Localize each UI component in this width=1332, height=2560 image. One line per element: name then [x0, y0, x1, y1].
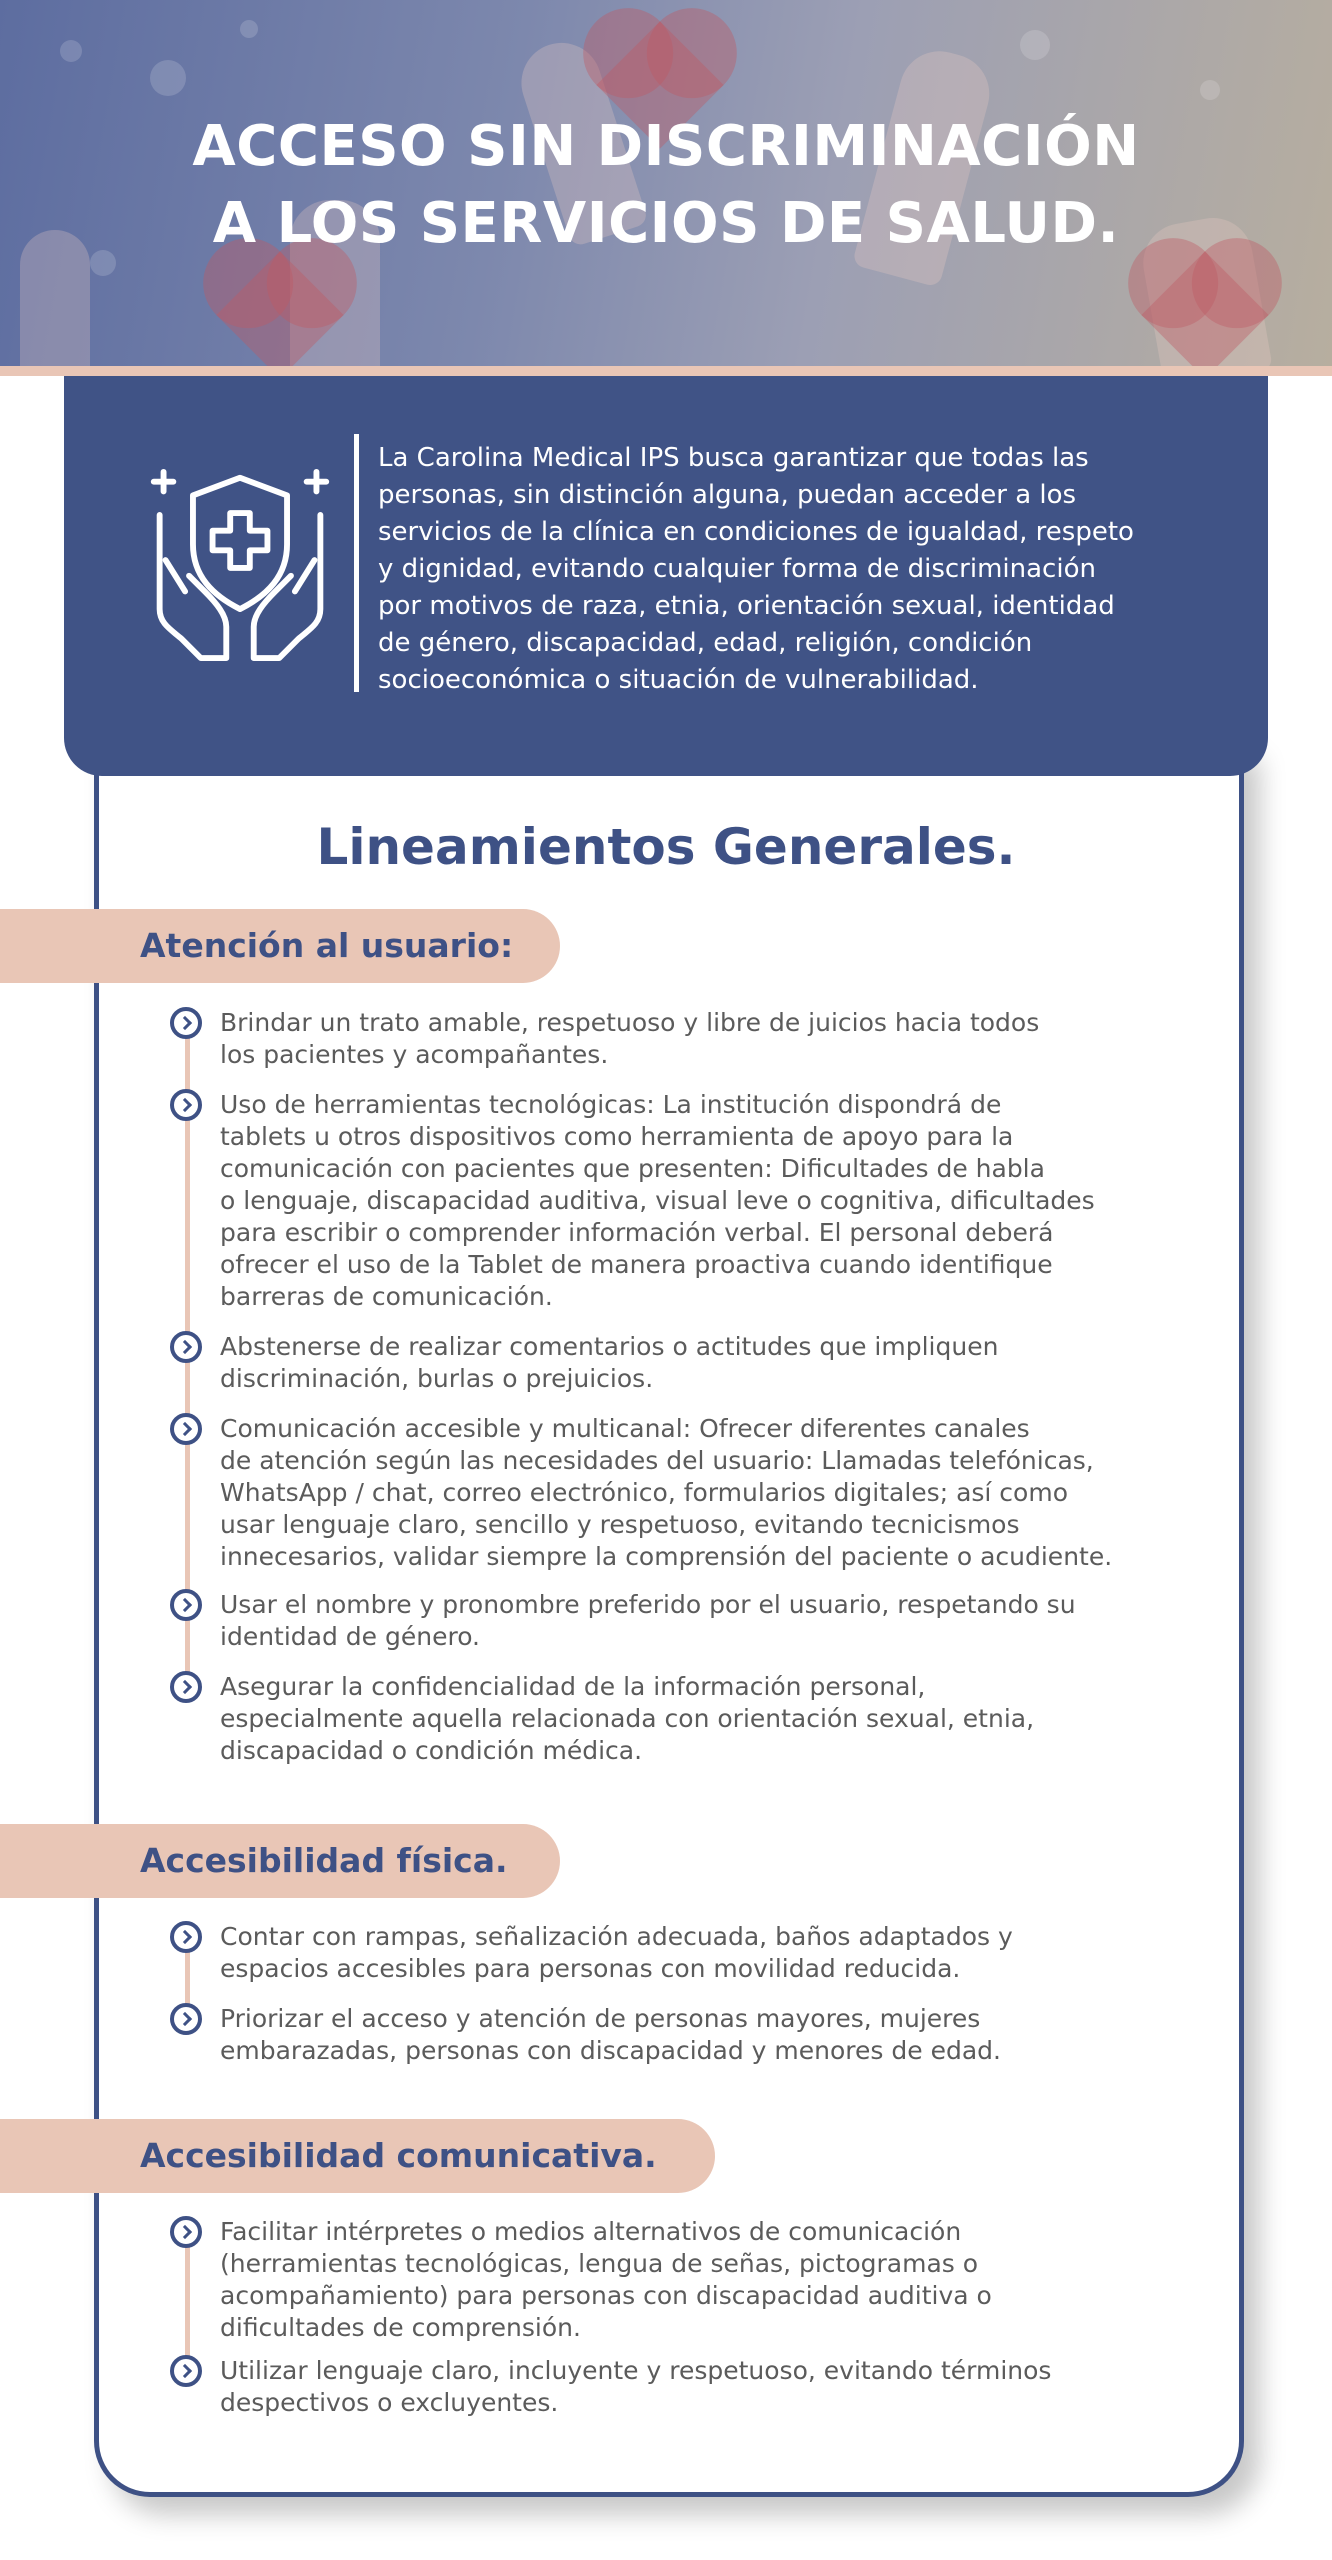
chevron-right-icon	[170, 1921, 202, 1953]
list-item: Usar el nombre y pronombre preferido por el usuario, respetando su identidad de género.	[220, 1590, 1076, 1651]
chevron-right-icon	[170, 1671, 202, 1703]
list-item: Asegurar la confidencialidad de la información personal, especialmente aquella relacionada con orientación sexual, etnia, discapacidad o condición médica.	[220, 1672, 1035, 1765]
chevron-right-icon	[170, 2003, 202, 2035]
section-label: Accesibilidad comunicativa.	[140, 2136, 657, 2175]
list-item: Comunicación accesible y multicanal: Ofrecer diferentes canales de atención según las necesidades del usuario: Llamadas telefónicas, WhatsApp / chat, correo electrónico, formularios digitales; así como usar lenguaje claro, sencillo y respetuoso, evitando tecnicismos innecesarios, validar siempre la comprensión del paciente o acudiente.	[220, 1414, 1113, 1571]
chevron-right-icon	[170, 1089, 202, 1121]
intro-text: La Carolina Medical IPS busca garantizar que todas las personas, sin distinción alguna, puedan acceder a los servicios de la clínica en condiciones de igualdad, respeto y dignidad, evitando cualquier forma de discriminación por motivos de raza, etnia, orientación sexual, identidad de género, discapacidad, edad, religión, condición socioeconómica o situación de vulnerabilidad.	[378, 443, 1134, 695]
section-header-atencion-usuario	[0, 909, 560, 983]
section-header-accesibilidad-comunicativa	[0, 2119, 715, 2193]
section-label: Accesibilidad física.	[140, 1841, 508, 1880]
list-item: Priorizar el acceso y atención de personas mayores, mujeres embarazadas, personas con discapacidad y menores de edad.	[220, 2004, 1001, 2065]
page-title: ACCESO SIN DISCRIMINACIÓN A LOS SERVICIOS DE SALUD.	[192, 114, 1140, 256]
chevron-right-icon	[170, 1331, 202, 1363]
section-header-accesibilidad-fisica	[0, 1824, 560, 1898]
list-item: Brindar un trato amable, respetuoso y libre de juicios hacia todos los pacientes y acompañantes.	[220, 1008, 1040, 1069]
chevron-right-icon	[170, 2216, 202, 2248]
chevron-right-icon	[170, 2355, 202, 2387]
list-item: Contar con rampas, señalización adecuada, baños adaptados y espacios accesibles para personas con movilidad reducida.	[220, 1922, 1013, 1983]
list-item: Abstenerse de realizar comentarios o actitudes que impliquen discriminación, burlas o prejuicios.	[220, 1332, 999, 1393]
timeline-line	[185, 2230, 190, 2375]
hero-banner	[0, 0, 1332, 366]
intro-divider	[354, 434, 359, 692]
list-item: Uso de herramientas tecnológicas: La institución dispondrá de tablets u otros dispositivos como herramienta de apoyo para la comunicación con pacientes que presenten: Dificultades de habla o lenguaje, discapacidad auditiva, visual leve o cognitiva, dificultades para escribir o comprender información verbal. El personal deberá ofrecer el uso de la Tablet de manera proactiva cuando identifique barreras de comunicación.	[220, 1090, 1095, 1311]
list-item: Facilitar intérpretes o medios alternativos de comunicación (herramientas tecnológicas, lengua de señas, pictogramas o acompañamiento) para personas con discapacidad auditiva o dificultades de comprensión.	[220, 2217, 992, 2342]
intro-panel	[64, 376, 1268, 776]
chevron-right-icon	[170, 1589, 202, 1621]
section-heading-lineamientos: Lineamientos Generales.	[316, 818, 1016, 876]
chevron-right-icon	[170, 1007, 202, 1039]
hands-shield-medical-cross-icon	[142, 466, 338, 662]
list-item: Utilizar lenguaje claro, incluyente y respetuoso, evitando términos despectivos o excluyentes.	[220, 2356, 1052, 2417]
chevron-right-icon	[170, 1413, 202, 1445]
hero-divider-stripe	[0, 366, 1332, 376]
section-label: Atención al usuario:	[140, 926, 514, 965]
